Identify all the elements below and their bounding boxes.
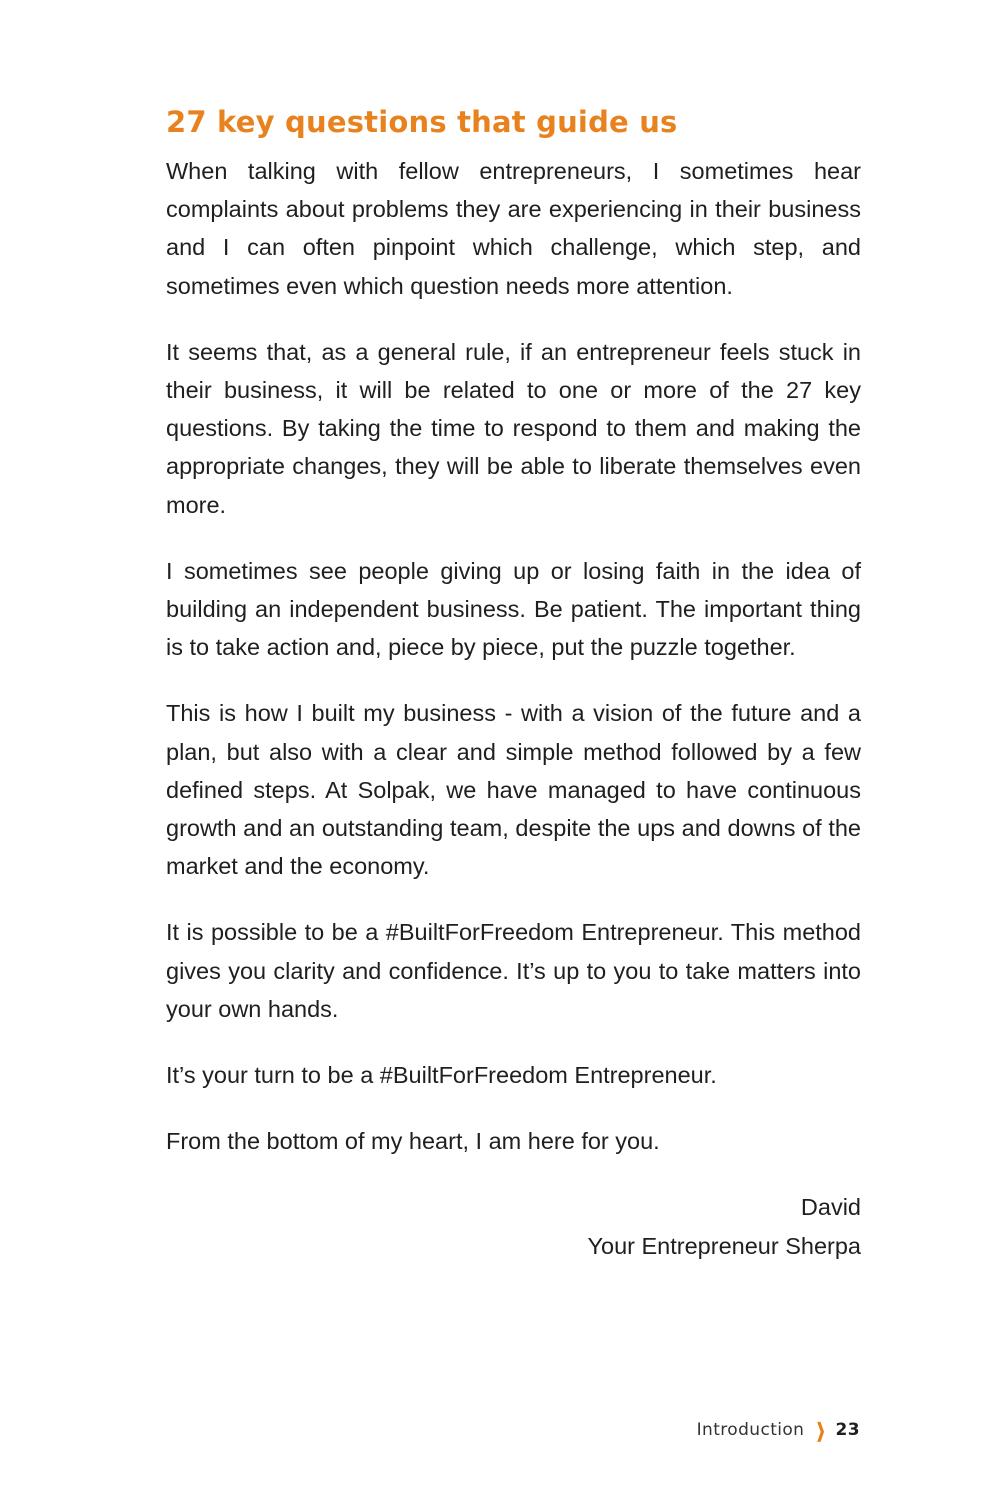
paragraph-7: From the bottom of my heart, I am here for you. — [166, 1128, 660, 1155]
footer-chapter: Introduction — [696, 1420, 805, 1440]
page-content — [166, 100, 861, 1265]
page-number: 23 — [835, 1420, 860, 1440]
signature-block — [166, 1188, 861, 1264]
signature-title: Your Entrepreneur Sherpa — [587, 1232, 861, 1259]
paragraph-4: This is how I built my business - with a vision of the future and a plan, but also with a clear and simple method followed by a few defined steps. At Solpak, we have managed to have continuous growth and an outstanding team, despite the ups and downs of the market and the economy. — [166, 700, 861, 880]
paragraph-2: It seems that, as a general rule, if an entrepreneur feels stuck in their business, it will be related to one or more of the 27 key questions. By taking the time to respond to them and making the appropriate changes, they will be able to liberate themselves even more. — [166, 338, 861, 518]
paragraph-6: It’s your turn to be a #BuiltForFreedom Entrepreneur. — [166, 1062, 717, 1089]
page-footer — [697, 1418, 860, 1442]
footer-separator-icon: ❱ — [814, 1418, 827, 1442]
signature-name: David — [800, 1194, 861, 1221]
paragraph-3: I sometimes see people giving up or losing faith in the idea of building an independent business. Be patient. The important thing is to take action and, piece by piece, put the puzzle together. — [166, 557, 861, 661]
paragraph-1: When talking with fellow entrepreneurs, I sometimes hear complaints about problems they are experiencing in their business and I can often pinpoint which challenge, which step, and sometimes even which question needs more attention. — [166, 158, 861, 299]
section-title: 27 key questions that guide us — [166, 105, 678, 139]
paragraph-5: It is possible to be a #BuiltForFreedom Entrepreneur. This method gives you clarity and confidence. It’s up to you to take matters into your own hands. — [166, 919, 861, 1022]
